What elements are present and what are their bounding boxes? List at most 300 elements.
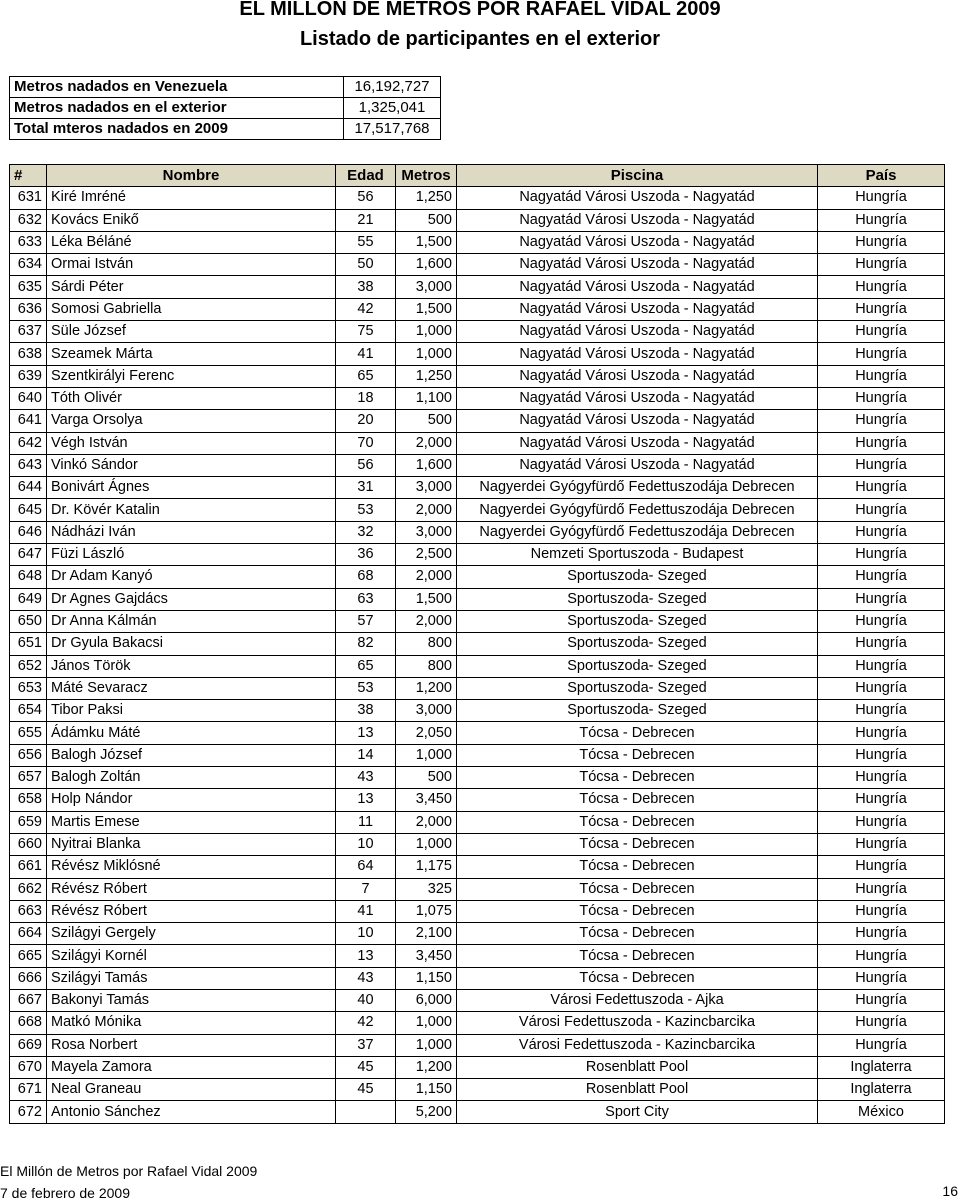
cell-pool: Sportuszoda- Szeged (457, 588, 818, 610)
cell-country: Hungría (818, 298, 945, 320)
cell-country: Hungría (818, 231, 945, 253)
cell-name: Kovács Enikő (47, 209, 336, 231)
cell-meters: 1,200 (396, 1056, 457, 1078)
cell-number: 667 (10, 989, 47, 1011)
header-country: País (818, 165, 945, 187)
cell-number: 666 (10, 967, 47, 989)
summary-value: 16,192,727 (344, 77, 441, 98)
cell-pool: Tócsa - Debrecen (457, 856, 818, 878)
cell-pool: Nagyatád Városi Uszoda - Nagyatád (457, 231, 818, 253)
cell-name: Végh István (47, 432, 336, 454)
table-row (10, 276, 945, 298)
table-row (10, 387, 945, 409)
cell-number: 642 (10, 432, 47, 454)
cell-country: Hungría (818, 1012, 945, 1034)
cell-meters: 1,200 (396, 677, 457, 699)
cell-meters: 2,000 (396, 499, 457, 521)
cell-name: Bonivárt Ágnes (47, 477, 336, 499)
cell-age: 63 (336, 588, 396, 610)
cell-name: Dr Anna Kálmán (47, 610, 336, 632)
cell-name: Mayela Zamora (47, 1056, 336, 1078)
cell-pool: Nagyerdei Gyógyfürdő Fedettuszodája Debrecen (457, 477, 818, 499)
cell-age: 41 (336, 900, 396, 922)
cell-name: Dr Gyula Bakacsi (47, 633, 336, 655)
cell-number: 660 (10, 833, 47, 855)
cell-age: 13 (336, 945, 396, 967)
table-row (10, 856, 945, 878)
cell-number: 650 (10, 610, 47, 632)
cell-country: Hungría (818, 967, 945, 989)
cell-meters: 2,050 (396, 722, 457, 744)
cell-pool: Nagyatád Városi Uszoda - Nagyatád (457, 343, 818, 365)
summary-table (9, 76, 441, 140)
cell-country: Hungría (818, 945, 945, 967)
cell-country: Hungría (818, 499, 945, 521)
cell-name: Kiré Imréné (47, 187, 336, 209)
cell-meters: 1,150 (396, 967, 457, 989)
cell-age: 42 (336, 298, 396, 320)
summary-row (10, 77, 441, 98)
table-row (10, 343, 945, 365)
table-row (10, 1101, 945, 1123)
summary-label: Total mteros nadados en 2009 (10, 119, 344, 140)
cell-name: Bakonyi Tamás (47, 989, 336, 1011)
cell-pool: Városi Fedettuszoda - Kazincbarcika (457, 1034, 818, 1056)
cell-pool: Nemzeti Sportuszoda - Budapest (457, 544, 818, 566)
cell-name: Szeamek Márta (47, 343, 336, 365)
cell-country: Hungría (818, 633, 945, 655)
table-row (10, 767, 945, 789)
table-row (10, 923, 945, 945)
cell-meters: 1,600 (396, 254, 457, 276)
table-row (10, 566, 945, 588)
cell-number: 641 (10, 410, 47, 432)
cell-meters: 1,000 (396, 1034, 457, 1056)
table-row (10, 187, 945, 209)
cell-country: Hungría (818, 744, 945, 766)
cell-country: Hungría (818, 343, 945, 365)
cell-name: Holp Nándor (47, 789, 336, 811)
table-row (10, 231, 945, 253)
cell-meters: 1,000 (396, 321, 457, 343)
cell-number: 631 (10, 187, 47, 209)
cell-meters: 500 (396, 767, 457, 789)
cell-age: 65 (336, 655, 396, 677)
cell-age: 11 (336, 811, 396, 833)
cell-country: Hungría (818, 811, 945, 833)
cell-meters: 3,000 (396, 477, 457, 499)
document-title: EL MILLON DE METROS POR RAFAEL VIDAL 2009 (239, 0, 721, 20)
page-number: 16 (942, 1183, 958, 1199)
cell-pool: Tócsa - Debrecen (457, 900, 818, 922)
cell-pool: Városi Fedettuszoda - Ajka (457, 989, 818, 1011)
cell-name: Balogh József (47, 744, 336, 766)
cell-pool: Tócsa - Debrecen (457, 945, 818, 967)
cell-pool: Nagyatád Városi Uszoda - Nagyatád (457, 276, 818, 298)
cell-number: 653 (10, 677, 47, 699)
cell-age: 37 (336, 1034, 396, 1056)
cell-age: 70 (336, 432, 396, 454)
summary-value: 1,325,041 (344, 98, 441, 119)
cell-number: 663 (10, 900, 47, 922)
table-row (10, 410, 945, 432)
cell-number: 648 (10, 566, 47, 588)
cell-number: 671 (10, 1079, 47, 1101)
table-row (10, 833, 945, 855)
cell-name: Neal Graneau (47, 1079, 336, 1101)
table-row (10, 588, 945, 610)
cell-age: 13 (336, 789, 396, 811)
cell-meters: 3,000 (396, 276, 457, 298)
table-row (10, 610, 945, 632)
cell-number: 672 (10, 1101, 47, 1123)
cell-name: Tóth Olivér (47, 387, 336, 409)
cell-country: Hungría (818, 254, 945, 276)
cell-age: 75 (336, 321, 396, 343)
cell-pool: Tócsa - Debrecen (457, 811, 818, 833)
footer-date: 7 de febrero de 2009 (0, 1185, 130, 1201)
cell-name: Révész Róbert (47, 878, 336, 900)
cell-meters: 1,000 (396, 343, 457, 365)
cell-name: Dr. Kövér Katalin (47, 499, 336, 521)
cell-country: Inglaterra (818, 1056, 945, 1078)
cell-name: Balogh Zoltán (47, 767, 336, 789)
cell-name: Szilágyi Gergely (47, 923, 336, 945)
table-row (10, 432, 945, 454)
cell-pool: Nagyatád Városi Uszoda - Nagyatád (457, 432, 818, 454)
cell-number: 636 (10, 298, 47, 320)
cell-name: Tibor Paksi (47, 700, 336, 722)
cell-name: Ádámku Máté (47, 722, 336, 744)
cell-country: Hungría (818, 722, 945, 744)
table-row (10, 454, 945, 476)
header-meters: Metros (396, 165, 457, 187)
table-row (10, 254, 945, 276)
cell-pool: Tócsa - Debrecen (457, 789, 818, 811)
cell-pool: Nagyatád Városi Uszoda - Nagyatád (457, 410, 818, 432)
cell-meters: 1,250 (396, 187, 457, 209)
cell-age: 43 (336, 967, 396, 989)
cell-meters: 1,100 (396, 387, 457, 409)
cell-age: 13 (336, 722, 396, 744)
cell-name: Dr Adam Kanyó (47, 566, 336, 588)
cell-number: 635 (10, 276, 47, 298)
cell-meters: 3,450 (396, 789, 457, 811)
cell-country: Hungría (818, 276, 945, 298)
cell-pool: Nagyatád Városi Uszoda - Nagyatád (457, 365, 818, 387)
cell-pool: Tócsa - Debrecen (457, 744, 818, 766)
cell-number: 658 (10, 789, 47, 811)
cell-pool: Sportuszoda- Szeged (457, 677, 818, 699)
cell-number: 645 (10, 499, 47, 521)
cell-country: Hungría (818, 566, 945, 588)
cell-country: Hungría (818, 209, 945, 231)
cell-pool: Nagyatád Városi Uszoda - Nagyatád (457, 454, 818, 476)
table-row (10, 298, 945, 320)
table-row (10, 744, 945, 766)
cell-pool: Nagyatád Városi Uszoda - Nagyatád (457, 254, 818, 276)
cell-pool: Városi Fedettuszoda - Kazincbarcika (457, 1012, 818, 1034)
cell-number: 665 (10, 945, 47, 967)
cell-number: 643 (10, 454, 47, 476)
cell-age: 20 (336, 410, 396, 432)
cell-age: 57 (336, 610, 396, 632)
cell-country: Hungría (818, 923, 945, 945)
cell-name: Révész Róbert (47, 900, 336, 922)
cell-name: Somosi Gabriella (47, 298, 336, 320)
cell-age: 42 (336, 1012, 396, 1034)
cell-country: Hungría (818, 900, 945, 922)
cell-meters: 3,000 (396, 521, 457, 543)
table-row (10, 544, 945, 566)
cell-number: 655 (10, 722, 47, 744)
summary-row (10, 98, 441, 119)
summary-label: Metros nadados en Venezuela (10, 77, 344, 98)
cell-meters: 325 (396, 878, 457, 900)
table-row (10, 1034, 945, 1056)
cell-age: 21 (336, 209, 396, 231)
cell-country: Hungría (818, 1034, 945, 1056)
summary-label: Metros nadados en el exterior (10, 98, 344, 119)
cell-number: 647 (10, 544, 47, 566)
cell-meters: 1,075 (396, 900, 457, 922)
cell-meters: 3,450 (396, 945, 457, 967)
cell-meters: 1,500 (396, 231, 457, 253)
cell-name: Martis Emese (47, 811, 336, 833)
cell-meters: 500 (396, 209, 457, 231)
cell-meters: 2,100 (396, 923, 457, 945)
cell-country: Hungría (818, 365, 945, 387)
cell-age: 53 (336, 677, 396, 699)
cell-country: Hungría (818, 544, 945, 566)
cell-age: 53 (336, 499, 396, 521)
cell-pool: Sportuszoda- Szeged (457, 700, 818, 722)
cell-name: Vinkó Sándor (47, 454, 336, 476)
cell-number: 668 (10, 1012, 47, 1034)
cell-name: Léka Béláné (47, 231, 336, 253)
cell-pool: Nagyatád Városi Uszoda - Nagyatád (457, 209, 818, 231)
cell-pool: Nagyatád Városi Uszoda - Nagyatád (457, 298, 818, 320)
cell-pool: Tócsa - Debrecen (457, 967, 818, 989)
cell-pool: Nagyerdei Gyógyfürdő Fedettuszodája Debrecen (457, 521, 818, 543)
cell-age: 10 (336, 833, 396, 855)
cell-meters: 1,500 (396, 298, 457, 320)
cell-name: Szentkirályi Ferenc (47, 365, 336, 387)
cell-country: Hungría (818, 700, 945, 722)
cell-age: 43 (336, 767, 396, 789)
cell-country: Hungría (818, 610, 945, 632)
table-row (10, 967, 945, 989)
cell-name: Rosa Norbert (47, 1034, 336, 1056)
table-row (10, 945, 945, 967)
cell-pool: Sport City (457, 1101, 818, 1123)
table-row (10, 209, 945, 231)
cell-meters: 2,000 (396, 432, 457, 454)
cell-age: 55 (336, 231, 396, 253)
cell-age (336, 1101, 396, 1123)
cell-number: 640 (10, 387, 47, 409)
cell-number: 652 (10, 655, 47, 677)
cell-country: Hungría (818, 187, 945, 209)
cell-number: 662 (10, 878, 47, 900)
summary-row (10, 119, 441, 140)
cell-age: 64 (336, 856, 396, 878)
participants-table (9, 164, 945, 1124)
cell-name: Máté Sevaracz (47, 677, 336, 699)
cell-meters: 1,000 (396, 1012, 457, 1034)
cell-age: 7 (336, 878, 396, 900)
cell-pool: Nagyatád Városi Uszoda - Nagyatád (457, 187, 818, 209)
cell-meters: 1,600 (396, 454, 457, 476)
cell-name: Nádházi Iván (47, 521, 336, 543)
cell-name: Matkó Mónika (47, 1012, 336, 1034)
cell-pool: Sportuszoda- Szeged (457, 566, 818, 588)
cell-pool: Tócsa - Debrecen (457, 833, 818, 855)
cell-meters: 500 (396, 410, 457, 432)
cell-country: Hungría (818, 588, 945, 610)
cell-age: 14 (336, 744, 396, 766)
table-row (10, 789, 945, 811)
cell-meters: 1,175 (396, 856, 457, 878)
cell-age: 82 (336, 633, 396, 655)
cell-country: Inglaterra (818, 1079, 945, 1101)
cell-country: Hungría (818, 432, 945, 454)
cell-name: Varga Orsolya (47, 410, 336, 432)
header-age: Edad (336, 165, 396, 187)
cell-name: Szilágyi Tamás (47, 967, 336, 989)
cell-number: 656 (10, 744, 47, 766)
cell-number: 670 (10, 1056, 47, 1078)
table-row (10, 878, 945, 900)
cell-country: Hungría (818, 410, 945, 432)
cell-pool: Nagyerdei Gyógyfürdő Fedettuszodája Debrecen (457, 499, 818, 521)
cell-meters: 1,500 (396, 588, 457, 610)
cell-name: Ormai István (47, 254, 336, 276)
cell-pool: Rosenblatt Pool (457, 1056, 818, 1078)
cell-age: 40 (336, 989, 396, 1011)
cell-name: Nyitrai Blanka (47, 833, 336, 855)
cell-country: México (818, 1101, 945, 1123)
table-row (10, 722, 945, 744)
table-row (10, 499, 945, 521)
table-row (10, 677, 945, 699)
table-row (10, 811, 945, 833)
cell-country: Hungría (818, 833, 945, 855)
cell-age: 45 (336, 1056, 396, 1078)
summary-value: 17,517,768 (344, 119, 441, 140)
header-name: Nombre (47, 165, 336, 187)
table-row (10, 989, 945, 1011)
cell-number: 669 (10, 1034, 47, 1056)
cell-name: Füzi László (47, 544, 336, 566)
cell-number: 659 (10, 811, 47, 833)
cell-age: 68 (336, 566, 396, 588)
table-row (10, 365, 945, 387)
cell-number: 638 (10, 343, 47, 365)
cell-number: 664 (10, 923, 47, 945)
cell-pool: Tócsa - Debrecen (457, 767, 818, 789)
cell-age: 56 (336, 454, 396, 476)
cell-country: Hungría (818, 989, 945, 1011)
cell-name: Süle József (47, 321, 336, 343)
cell-pool: Sportuszoda- Szeged (457, 610, 818, 632)
table-row (10, 477, 945, 499)
cell-meters: 3,000 (396, 700, 457, 722)
cell-number: 634 (10, 254, 47, 276)
cell-pool: Nagyatád Városi Uszoda - Nagyatád (457, 387, 818, 409)
cell-meters: 1,000 (396, 833, 457, 855)
cell-name: János Török (47, 655, 336, 677)
cell-country: Hungría (818, 789, 945, 811)
cell-country: Hungría (818, 677, 945, 699)
cell-number: 646 (10, 521, 47, 543)
cell-pool: Nagyatád Városi Uszoda - Nagyatád (457, 321, 818, 343)
cell-country: Hungría (818, 321, 945, 343)
table-row (10, 1012, 945, 1034)
table-row (10, 700, 945, 722)
cell-name: Szilágyi Kornél (47, 945, 336, 967)
cell-age: 36 (336, 544, 396, 566)
table-row (10, 321, 945, 343)
table-row (10, 521, 945, 543)
cell-country: Hungría (818, 521, 945, 543)
header-number: # (10, 165, 47, 187)
cell-pool: Sportuszoda- Szeged (457, 655, 818, 677)
cell-pool: Tócsa - Debrecen (457, 923, 818, 945)
cell-age: 45 (336, 1079, 396, 1101)
cell-number: 644 (10, 477, 47, 499)
cell-meters: 2,000 (396, 610, 457, 632)
cell-country: Hungría (818, 767, 945, 789)
cell-age: 65 (336, 365, 396, 387)
cell-meters: 2,000 (396, 811, 457, 833)
cell-meters: 2,500 (396, 544, 457, 566)
cell-age: 10 (336, 923, 396, 945)
table-row (10, 655, 945, 677)
cell-pool: Sportuszoda- Szeged (457, 633, 818, 655)
cell-country: Hungría (818, 454, 945, 476)
cell-pool: Tócsa - Debrecen (457, 878, 818, 900)
cell-number: 633 (10, 231, 47, 253)
table-header-row (10, 165, 945, 187)
cell-country: Hungría (818, 387, 945, 409)
cell-age: 38 (336, 276, 396, 298)
cell-number: 632 (10, 209, 47, 231)
cell-meters: 800 (396, 633, 457, 655)
header-pool: Piscina (457, 165, 818, 187)
cell-number: 637 (10, 321, 47, 343)
cell-meters: 1,150 (396, 1079, 457, 1101)
cell-number: 654 (10, 700, 47, 722)
cell-meters: 5,200 (396, 1101, 457, 1123)
footer-event-name: El Millón de Metros por Rafael Vidal 2009 (0, 1163, 258, 1179)
cell-number: 657 (10, 767, 47, 789)
cell-age: 18 (336, 387, 396, 409)
cell-country: Hungría (818, 655, 945, 677)
cell-meters: 1,250 (396, 365, 457, 387)
cell-age: 32 (336, 521, 396, 543)
cell-pool: Tócsa - Debrecen (457, 722, 818, 744)
table-row (10, 900, 945, 922)
table-row (10, 633, 945, 655)
cell-meters: 6,000 (396, 989, 457, 1011)
cell-name: Dr Agnes Gajdács (47, 588, 336, 610)
cell-number: 649 (10, 588, 47, 610)
cell-country: Hungría (818, 878, 945, 900)
cell-meters: 2,000 (396, 566, 457, 588)
cell-meters: 800 (396, 655, 457, 677)
cell-name: Révész Miklósné (47, 856, 336, 878)
